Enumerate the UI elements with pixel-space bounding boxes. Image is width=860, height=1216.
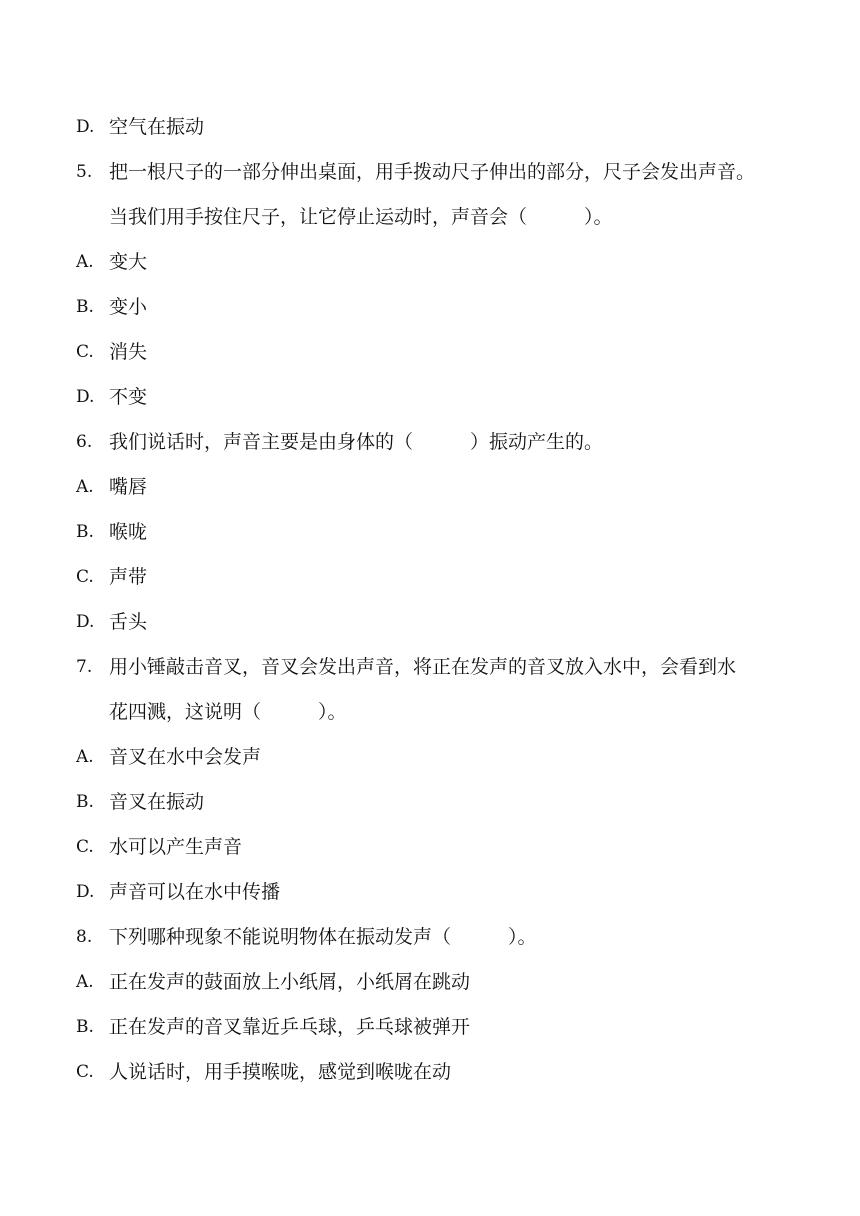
option-text: 正在发声的鼓面放上小纸屑，小纸屑在跳动 <box>109 971 471 993</box>
option-label: B. <box>76 1017 94 1037</box>
option-label: A. <box>76 747 94 767</box>
option-text: 正在发声的音叉靠近乒乓球，乒乓球被弹开 <box>109 1016 471 1038</box>
option-label: C. <box>76 1062 94 1082</box>
option-text: 音叉在水中会发声 <box>109 746 262 768</box>
option-label: D. <box>76 117 95 137</box>
option-label: A. <box>76 972 94 992</box>
question-number: 8. <box>76 927 93 947</box>
option-text: 舌头 <box>109 611 148 633</box>
option-label: B. <box>76 297 94 317</box>
option-label: B. <box>76 792 94 812</box>
option-text: 人说话时，用手摸喉咙，感觉到喉咙在动 <box>109 1061 452 1083</box>
option-label: C. <box>76 567 94 587</box>
option-text: 音叉在振动 <box>109 791 205 813</box>
question-number: 5. <box>76 162 93 182</box>
question-number: 6. <box>76 432 93 452</box>
question-text: 下列哪种现象不能说明物体在振动发声（ ）。 <box>109 926 537 948</box>
option-label: A. <box>76 252 94 272</box>
question-text: 花四溅，这说明（ ）。 <box>109 701 347 723</box>
option-text: 声音可以在水中传播 <box>109 881 281 903</box>
option-label: B. <box>76 522 94 542</box>
question-number: 7. <box>76 657 93 677</box>
option-label: D. <box>76 612 95 632</box>
option-text: 变大 <box>109 251 148 273</box>
option-text: 空气在振动 <box>109 116 205 138</box>
option-text: 声带 <box>109 566 148 588</box>
option-label: C. <box>76 837 94 857</box>
question-text: 用小锤敲击音叉，音叉会发出声音，将正在发声的音叉放入水中，会看到水 <box>109 656 737 678</box>
option-label: D. <box>76 882 95 902</box>
option-text: 不变 <box>109 386 148 408</box>
option-text: 水可以产生声音 <box>109 836 243 858</box>
option-text: 消失 <box>109 341 148 363</box>
option-text: 喉咙 <box>109 521 148 543</box>
option-label: D. <box>76 387 95 407</box>
option-label: A. <box>76 477 94 497</box>
option-text: 嘴唇 <box>109 476 148 498</box>
question-text: 当我们用手按住尺子，让它停止运动时，声音会（ ）。 <box>109 206 613 228</box>
option-label: C. <box>76 342 94 362</box>
option-text: 变小 <box>109 296 148 318</box>
question-text: 把一根尺子的一部分伸出桌面，用手拨动尺子伸出的部分，尺子会发出声音。 <box>109 161 756 183</box>
question-text: 我们说话时，声音主要是由身体的（ ）振动产生的。 <box>109 431 604 453</box>
